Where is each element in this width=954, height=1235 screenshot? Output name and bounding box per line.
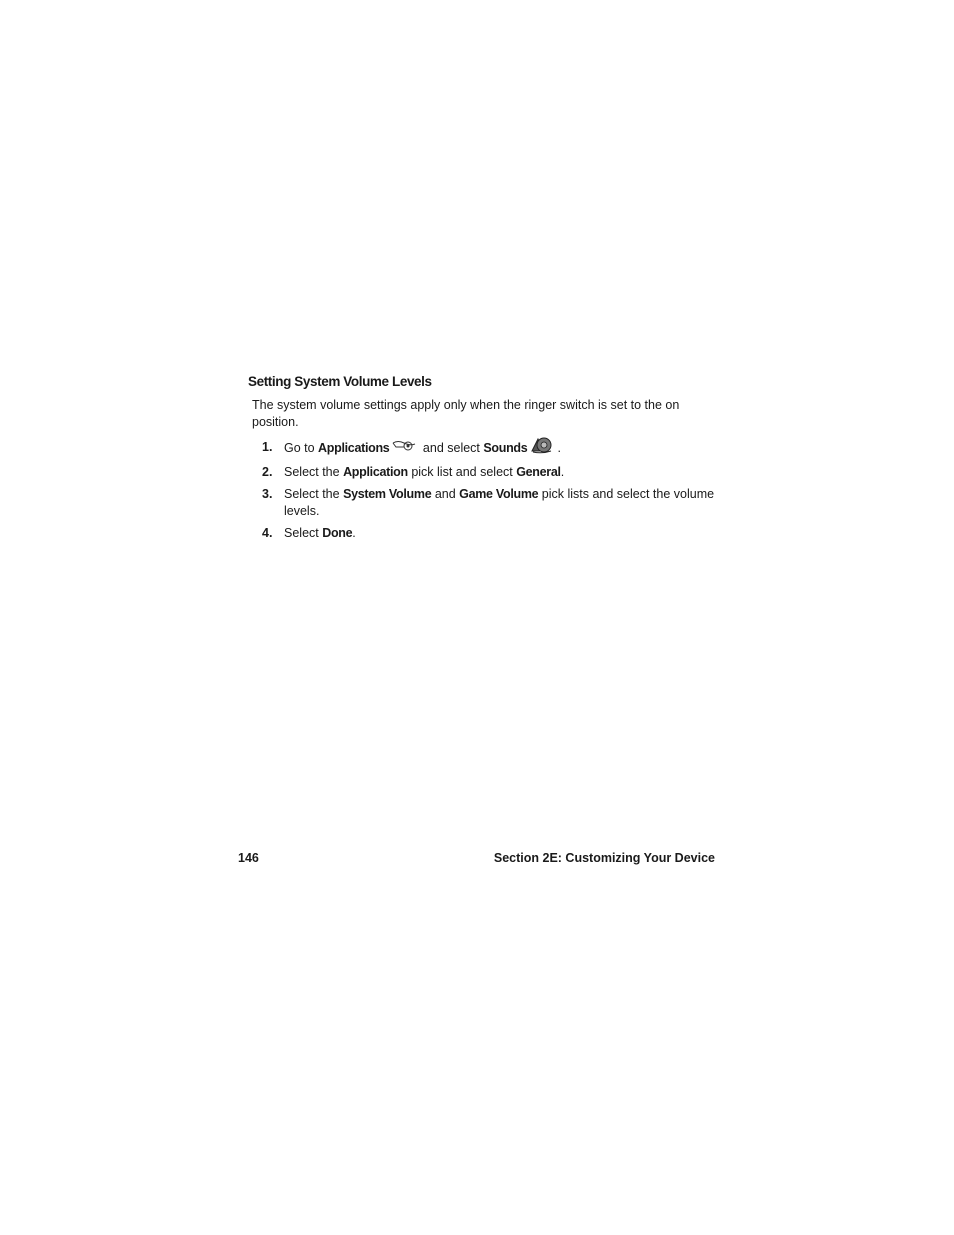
step-text-part: Go to	[284, 441, 319, 456]
step-number: 2.	[262, 465, 273, 479]
general-label: General	[516, 465, 561, 479]
footer-section-title: Section 2E: Customizing Your Device	[493, 851, 715, 865]
step-text-part: pick lists and select the volume levels.	[284, 487, 715, 518]
steps-list	[262, 439, 732, 547]
done-label: Done	[322, 526, 353, 540]
step-text	[284, 487, 714, 518]
step-text-part: .	[560, 465, 565, 479]
step-text	[284, 441, 561, 455]
step-text-part: .	[557, 441, 561, 456]
step-text-part: and select	[419, 441, 484, 456]
step-number: 3.	[262, 487, 273, 501]
step-text	[284, 526, 356, 540]
step-1	[262, 439, 732, 459]
game-volume-label: Game Volume	[459, 487, 539, 501]
step-text-part: .	[352, 526, 356, 540]
step-text-part: Select	[284, 526, 323, 540]
step-4	[262, 525, 732, 542]
step-text-part: Select the	[284, 465, 344, 479]
application-label: Application	[343, 465, 408, 479]
applications-label: Applications	[318, 441, 390, 456]
sounds-label: Sounds	[483, 441, 528, 456]
step-text-part: pick list and select	[407, 465, 517, 479]
step-3	[262, 486, 732, 520]
page-number: 146	[238, 851, 259, 865]
step-text	[284, 465, 564, 479]
applications-icon	[392, 438, 416, 457]
step-text-part: and	[431, 487, 460, 501]
step-text-part: Select the	[284, 487, 344, 501]
sounds-icon	[530, 436, 554, 459]
step-number: 4.	[262, 526, 273, 540]
step-number: 1.	[262, 440, 273, 454]
step-2	[262, 464, 732, 481]
section-heading: Setting System Volume Levels	[248, 374, 432, 389]
system-volume-label: System Volume	[343, 487, 432, 501]
intro-paragraph: The system volume settings apply only when the ringer switch is set to the on position.	[252, 398, 680, 429]
